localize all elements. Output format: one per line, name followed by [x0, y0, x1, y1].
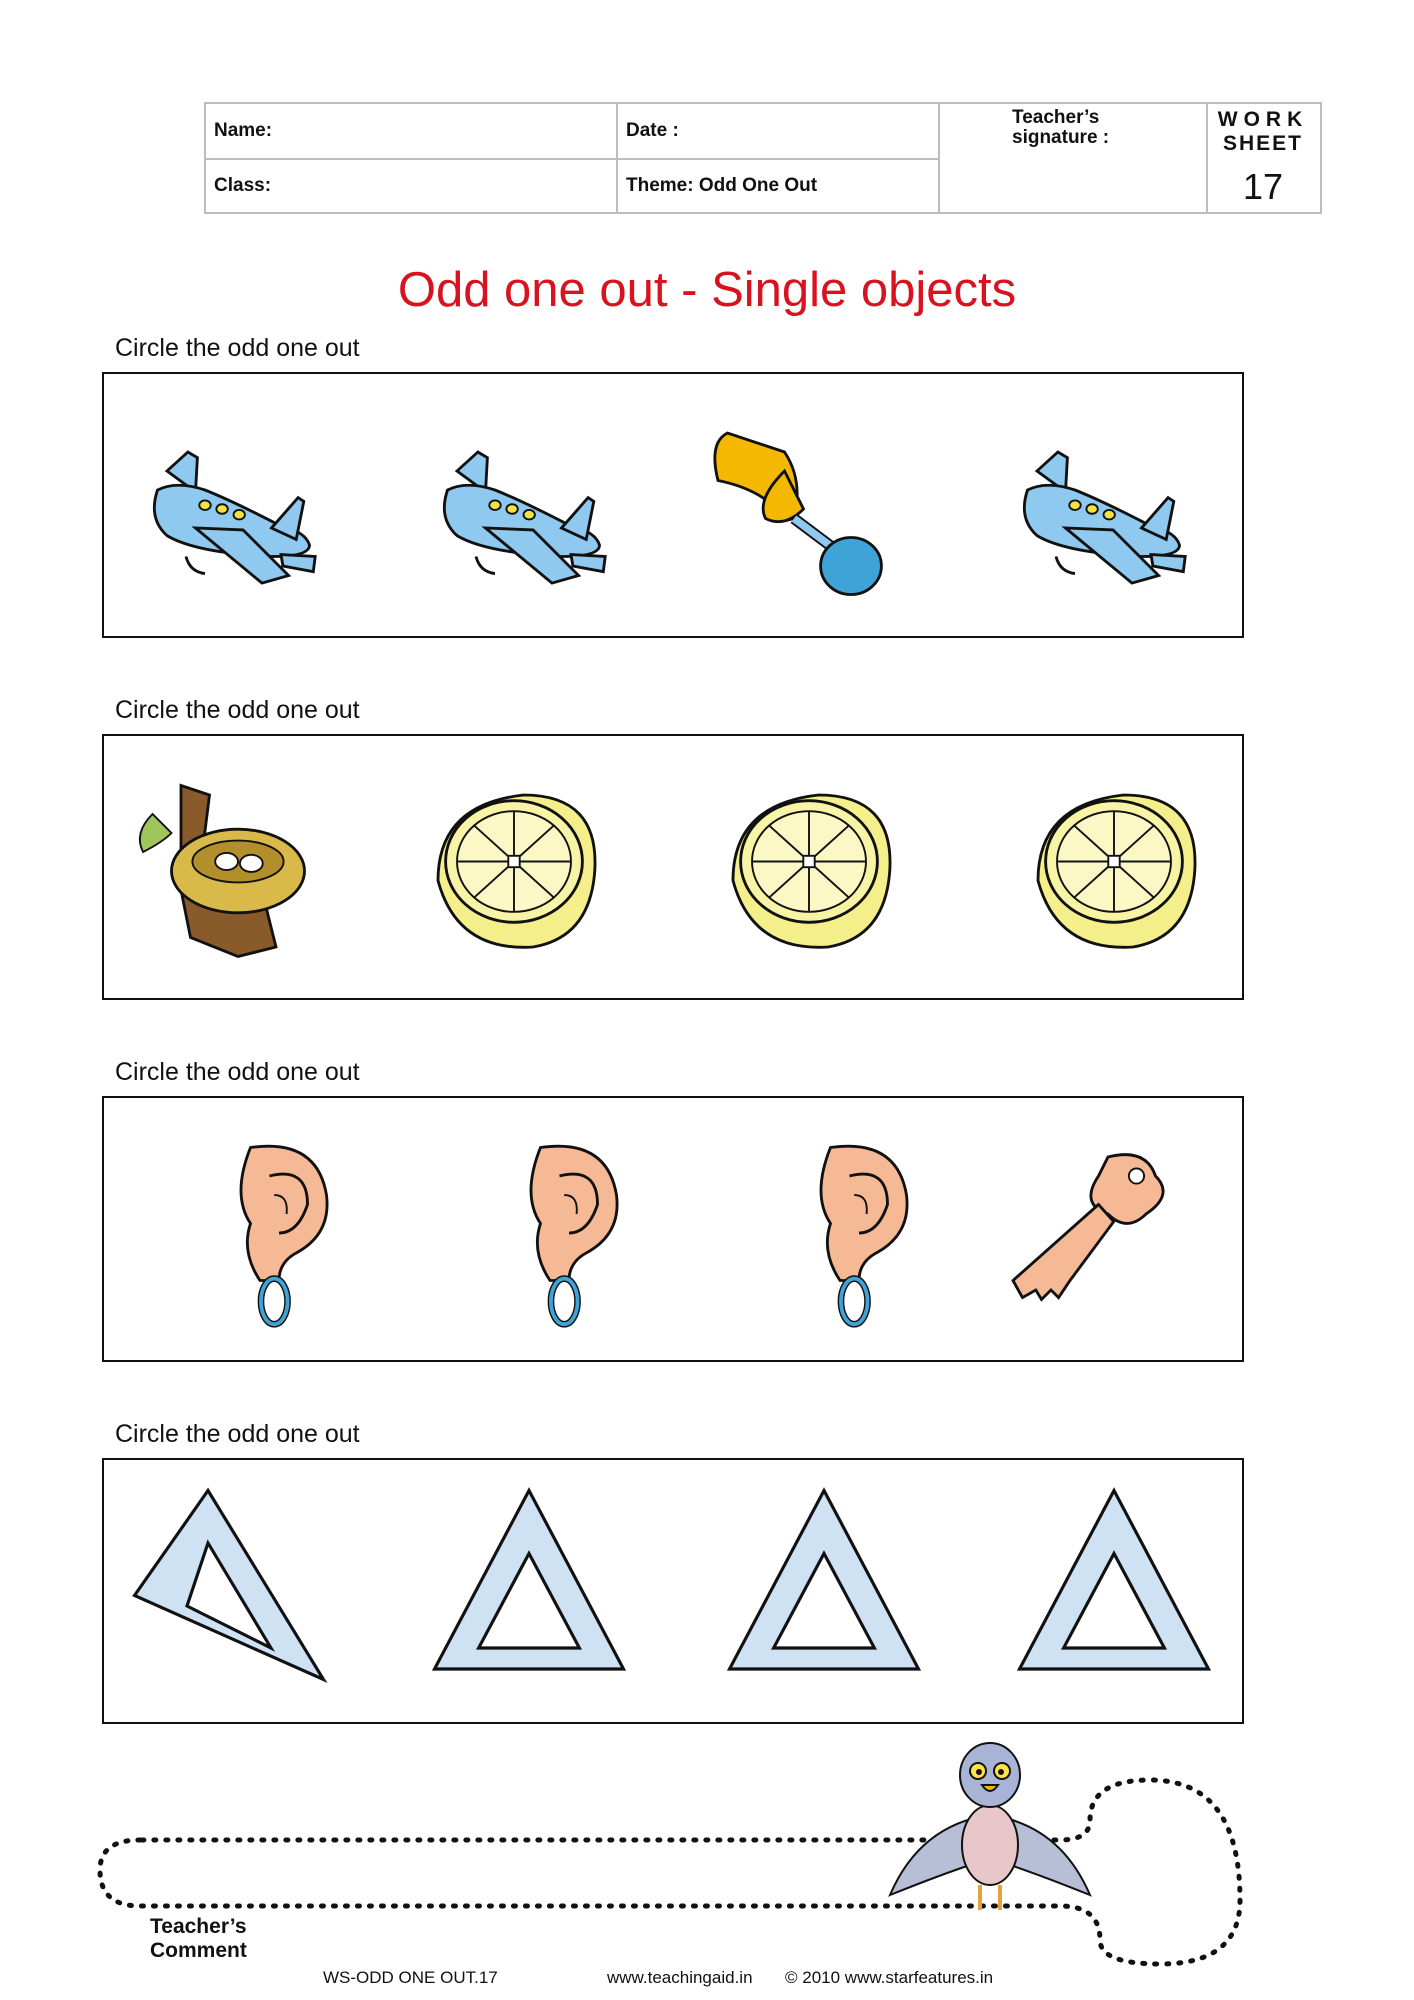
ear-icon[interactable] [184, 1138, 374, 1328]
teacher-signature-line2: signature : [1012, 127, 1110, 148]
date-field[interactable] [618, 104, 938, 158]
row-1-box [102, 372, 1244, 638]
name-field[interactable] [206, 104, 616, 158]
key-icon[interactable] [994, 1138, 1184, 1328]
name-label: Name: [214, 120, 273, 141]
airplane-icon[interactable] [999, 414, 1189, 604]
row-3-instruction: Circle the odd one out [115, 1058, 360, 1086]
page-title: Odd one out - Single objects [397, 263, 1017, 317]
date-label: Date : [626, 120, 679, 141]
header-table [204, 102, 1322, 214]
row-4-instruction: Circle the odd one out [115, 1420, 360, 1448]
set-square-icon[interactable] [1009, 1480, 1219, 1690]
footer-copyright: © 2010 www.starfeatures.in [785, 1968, 994, 1987]
nest-icon[interactable] [124, 776, 314, 966]
footer-code: WS-ODD ONE OUT.17 [323, 1968, 498, 1987]
lemon-icon[interactable] [419, 776, 609, 966]
teacher-comment-label [150, 1915, 247, 1963]
ear-icon[interactable] [764, 1138, 954, 1328]
set-square-tilted-icon[interactable] [124, 1480, 334, 1690]
worksheet-label-2: SHEET [1222, 132, 1303, 155]
teacher-signature-label [1012, 108, 1109, 148]
airplane-icon[interactable] [419, 414, 609, 604]
class-field[interactable] [206, 160, 616, 212]
lemon-icon[interactable] [714, 776, 904, 966]
horn-icon[interactable] [699, 414, 889, 604]
teacher-signature-line1: Teacher’s [1012, 107, 1100, 128]
worksheet-badge [1208, 104, 1318, 212]
bird-mascot-icon [880, 1735, 1100, 1925]
teacher-comment-line1: Teacher’s [150, 1915, 247, 1938]
theme-field [618, 160, 938, 212]
row-2-instruction: Circle the odd one out [115, 696, 360, 724]
row-4-box [102, 1458, 1244, 1724]
class-label: Class: [214, 175, 272, 196]
airplane-icon[interactable] [129, 414, 319, 604]
ear-icon[interactable] [474, 1138, 664, 1328]
theme-label: Theme: Odd One Out [626, 175, 818, 196]
teacher-comment-line2: Comment [150, 1939, 247, 1962]
row-2-box [102, 734, 1244, 1000]
lemon-icon[interactable] [1019, 776, 1209, 966]
row-3-box [102, 1096, 1244, 1362]
worksheet-label-1: WORK [1217, 108, 1309, 131]
worksheet-number: 17 [1242, 166, 1284, 207]
row-1-instruction: Circle the odd one out [115, 334, 360, 362]
set-square-icon[interactable] [719, 1480, 929, 1690]
set-square-icon[interactable] [424, 1480, 634, 1690]
footer-website[interactable]: www.teachingaid.in [607, 1968, 753, 1987]
